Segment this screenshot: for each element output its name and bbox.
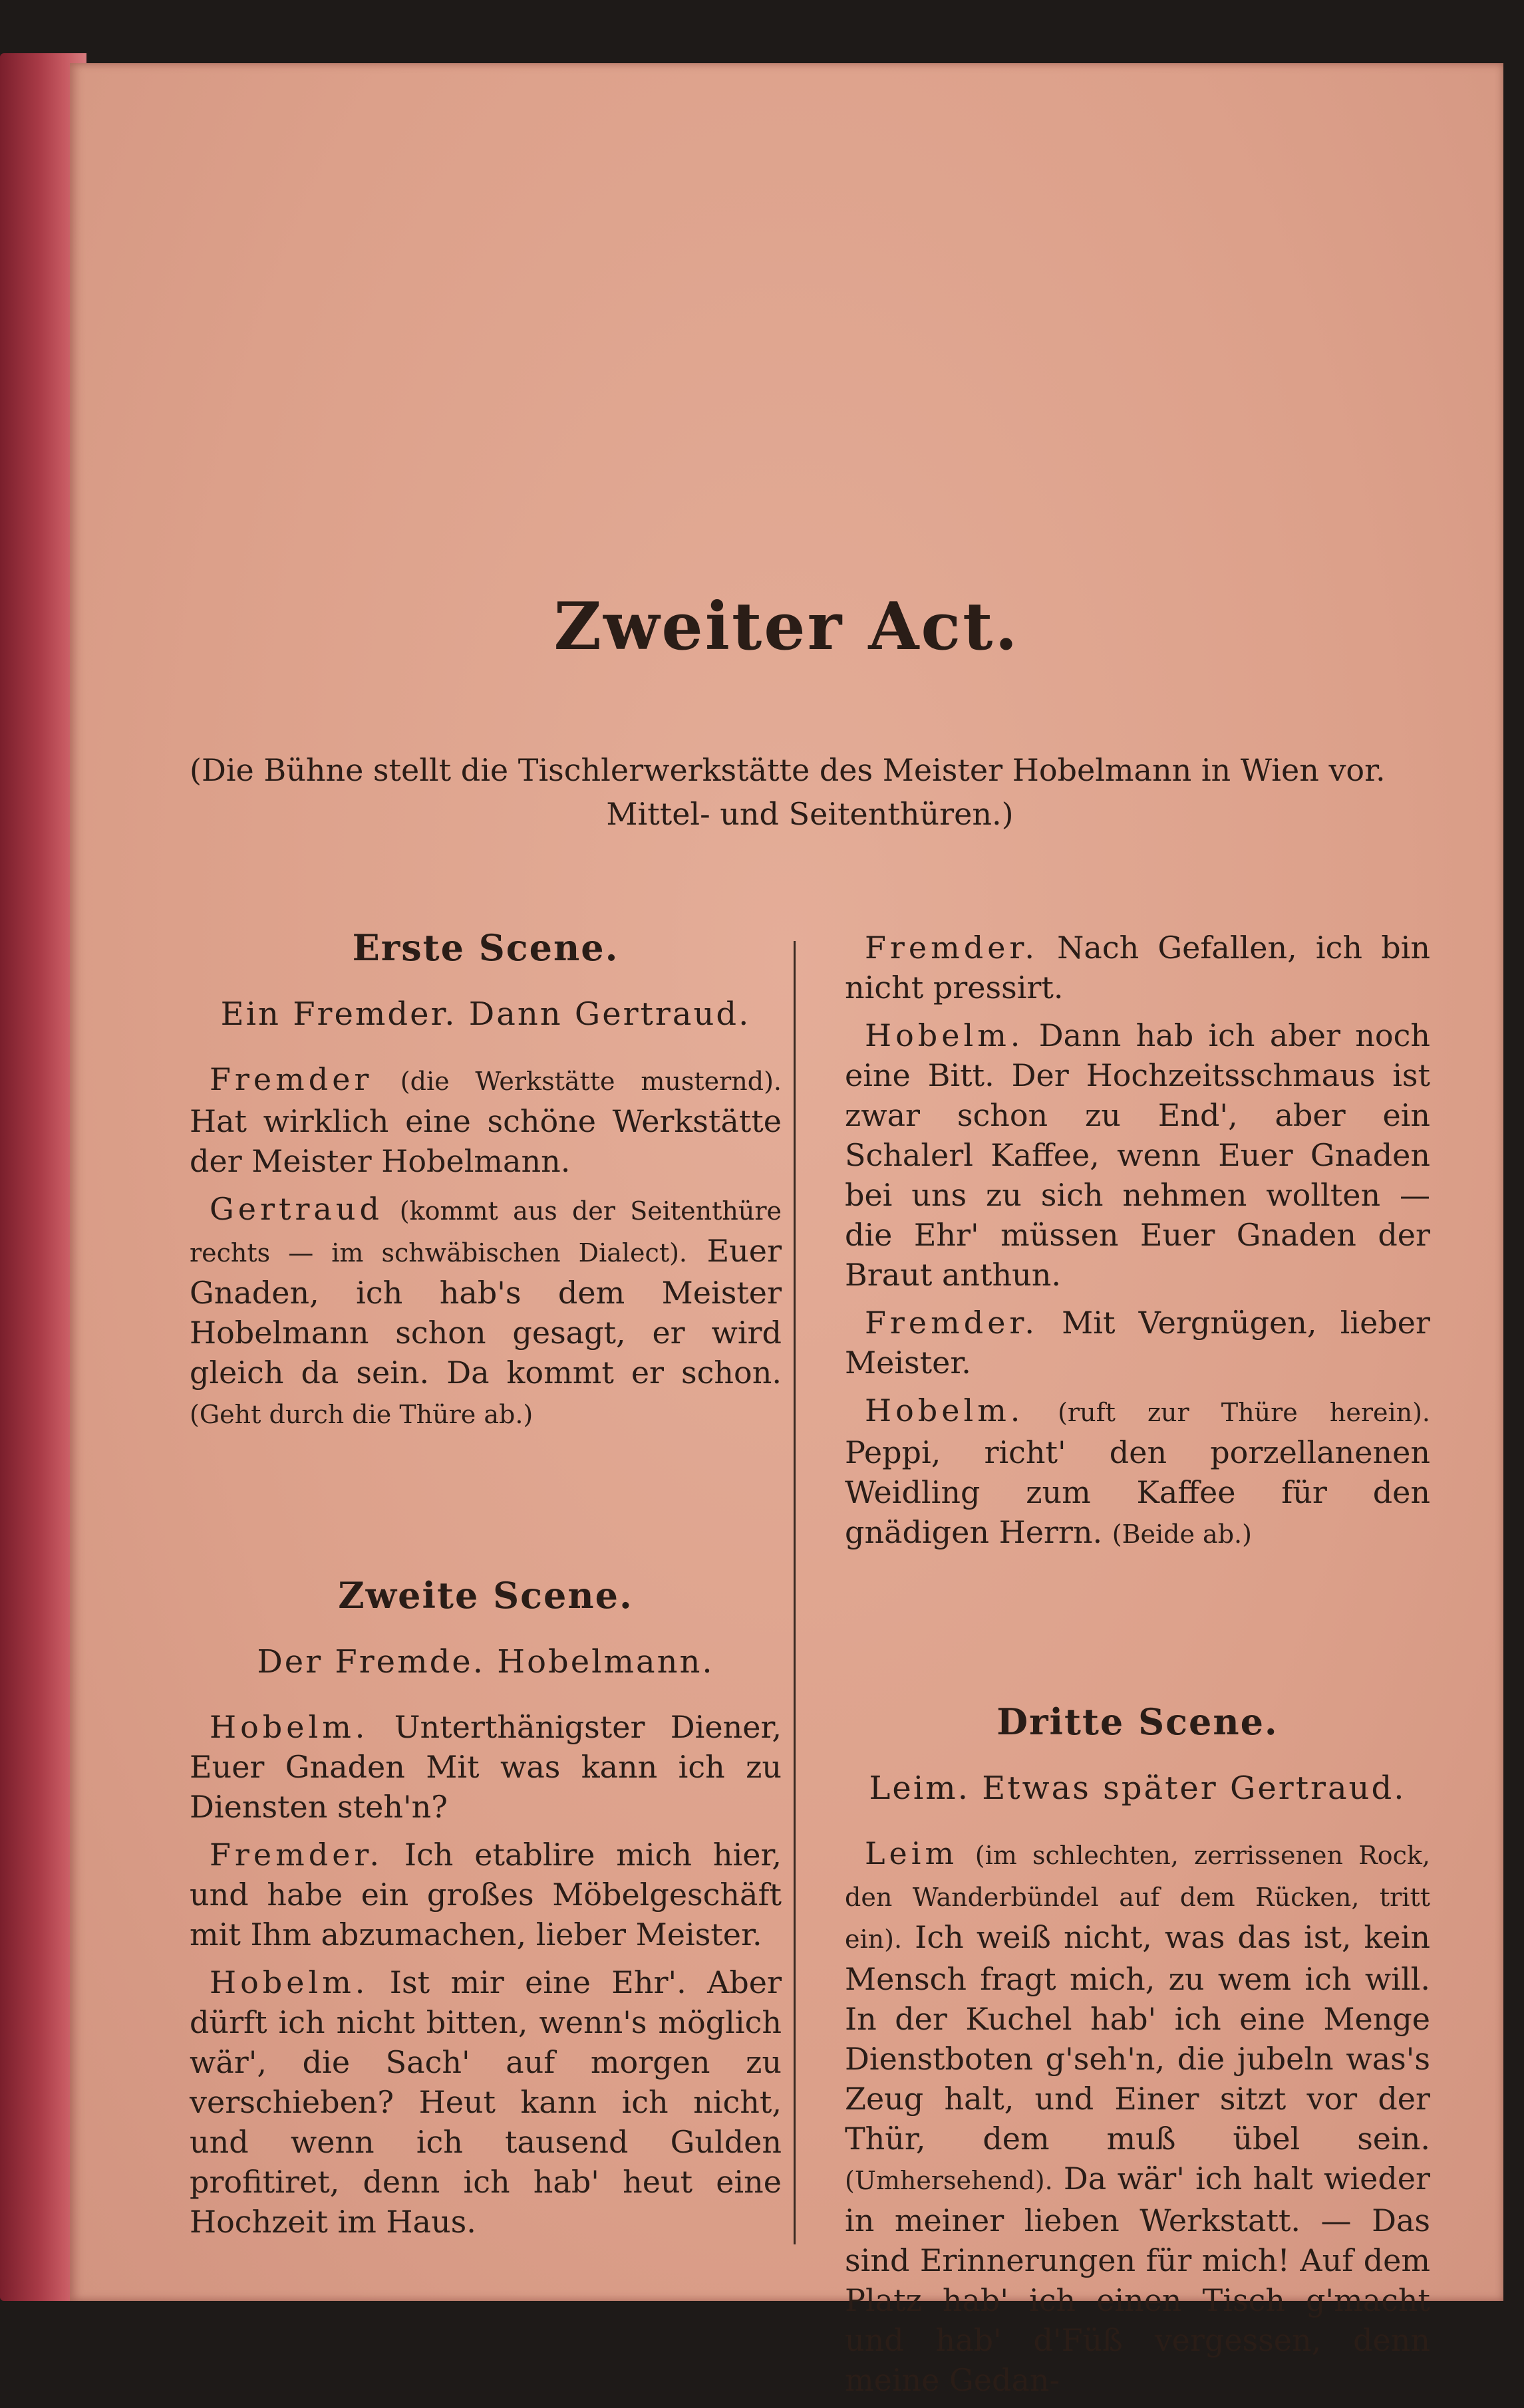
speech-text: Nach Gefallen, ich bin nicht pressirt. — [845, 930, 1430, 1005]
stage-note: (im schlechten, zerrissenen Rock, den Wanderbündel auf dem Rücken, tritt ein). — [845, 1841, 1430, 1954]
speech — [845, 1303, 1430, 1383]
stage-note: (Beide ab.) — [1112, 1520, 1252, 1549]
stage-direction-line1: (Die Bühne stellt die Tischlerwerkstätte des Meister Hobelmann in Wien vor. — [190, 752, 1386, 788]
speech — [190, 1835, 782, 1954]
speaker-name: Fremder. — [865, 930, 1038, 966]
speaker-name: Fremder — [210, 1061, 373, 1097]
speech-text: Hat wirklich eine schöne Werkstätte der Meister Hobelmann. — [190, 1103, 782, 1179]
scene-title: Dritte Scene. — [996, 1700, 1279, 1743]
stage-direction-line2: Mittel- und Seitenthüren.) — [606, 796, 1014, 832]
speaker-name: Gertraud — [210, 1191, 383, 1227]
scene-cast: Leim. Etwas später Gertraud. — [869, 1770, 1406, 1807]
speech — [845, 1391, 1430, 1554]
speech-text: Ist mir eine Ehr'. Aber dürft ich nicht bitten, wenn's möglich wär', die Sach' auf morgen zu verschieben? Heut kann ich nicht, und wenn ich tausend Gulden profitiret, denn ich hab' heut eine Hochzeit im Haus. — [190, 1964, 782, 2240]
stage-note: (Umhersehend). — [845, 2166, 1053, 2195]
speech — [190, 1707, 782, 1827]
speech-text: Mit Vergnügen, lieber Meister. — [845, 1305, 1430, 1381]
speaker-name: Hobelm. — [210, 1964, 369, 2000]
speaker-name: Hobelm. — [210, 1709, 369, 1745]
stage-note: (kommt aus der Seitenthüre rechts — im schwäbischen Dialect). — [190, 1196, 782, 1268]
speech — [190, 1059, 782, 1181]
speaker-name: Hobelm. — [865, 1393, 1024, 1428]
stage-note: (die Werkstätte musternd). — [400, 1067, 782, 1096]
speech-text: Peppi, richt' den porzellanenen Weidling zum Kaffee für den gnädigen Herrn. — [845, 1434, 1430, 1550]
speaker-name: Fremder. — [865, 1305, 1038, 1341]
speech-text: Euer Gnaden, ich hab's dem Meister Hobelmann schon gesagt, er wird gleich da sein. Da kommt er schon. — [190, 1233, 782, 1391]
stage-note: (ruft zur Thüre herein). — [1058, 1398, 1431, 1427]
speech-text: Ich weiß nicht, was das ist, kein Mensch fragt mich, zu wem ich will. In der Kuchel hab' ich eine Menge Dienstboten g'seh'n, die jubeln was's Zeug halt, und Einer sitzt vor der Thür, dem muß übel sein. — [845, 1919, 1430, 2157]
speech — [845, 1015, 1430, 1295]
speaker-name: Leim — [865, 1835, 959, 1871]
book-page — [70, 63, 1503, 2398]
right-column — [845, 928, 1430, 2408]
scene-cast: Ein Fremder. Dann Gertraud. — [220, 996, 751, 1033]
speech-text: Dann hab ich aber noch eine Bitt. Der Hochzeitsschmaus ist zwar schon zu End', aber ein Schalerl Kaffee, wenn Euer Gnaden bei uns zu sich nehmen wollten — die Ehr' müssen Euer Gnaden der Braut anthun. — [845, 1017, 1430, 1293]
speech — [845, 1833, 1430, 2400]
speech-text: Unterthänigster Diener, Euer Gnaden Mit was kann ich zu Diensten steh'n? — [190, 1709, 782, 1825]
speaker-name: Hobelm. — [865, 1017, 1024, 1053]
speech-text: Ich etablire mich hier, und habe ein großes Möbelgeschäft mit Ihm abzumachen, lieber Meister. — [190, 1837, 782, 1952]
left-column — [190, 928, 782, 2250]
speech — [845, 928, 1430, 1007]
speech-text: Da wär' ich halt wieder in meiner lieben Werkstatt. — Das sind Erinnerungen für mich! Auf dem Platz hab' ich einen Tisch g'macht und hab' d'Füß vergessen, denn meine Gedan- — [845, 2161, 1430, 2398]
scene-cast: Der Fremde. Hobelmann. — [257, 1643, 714, 1680]
stage-direction — [190, 748, 1430, 836]
stage-note: (Geht durch die Thüre ab.) — [190, 1400, 533, 1429]
speech — [190, 1962, 782, 2242]
speech — [190, 1189, 782, 1434]
column-divider — [794, 941, 796, 2244]
act-title: Zweiter Act. — [553, 589, 1020, 665]
scene-title: Erste Scene. — [352, 926, 619, 969]
scene-title: Zweite Scene. — [338, 1574, 633, 1617]
speaker-name: Fremder. — [210, 1837, 383, 1873]
